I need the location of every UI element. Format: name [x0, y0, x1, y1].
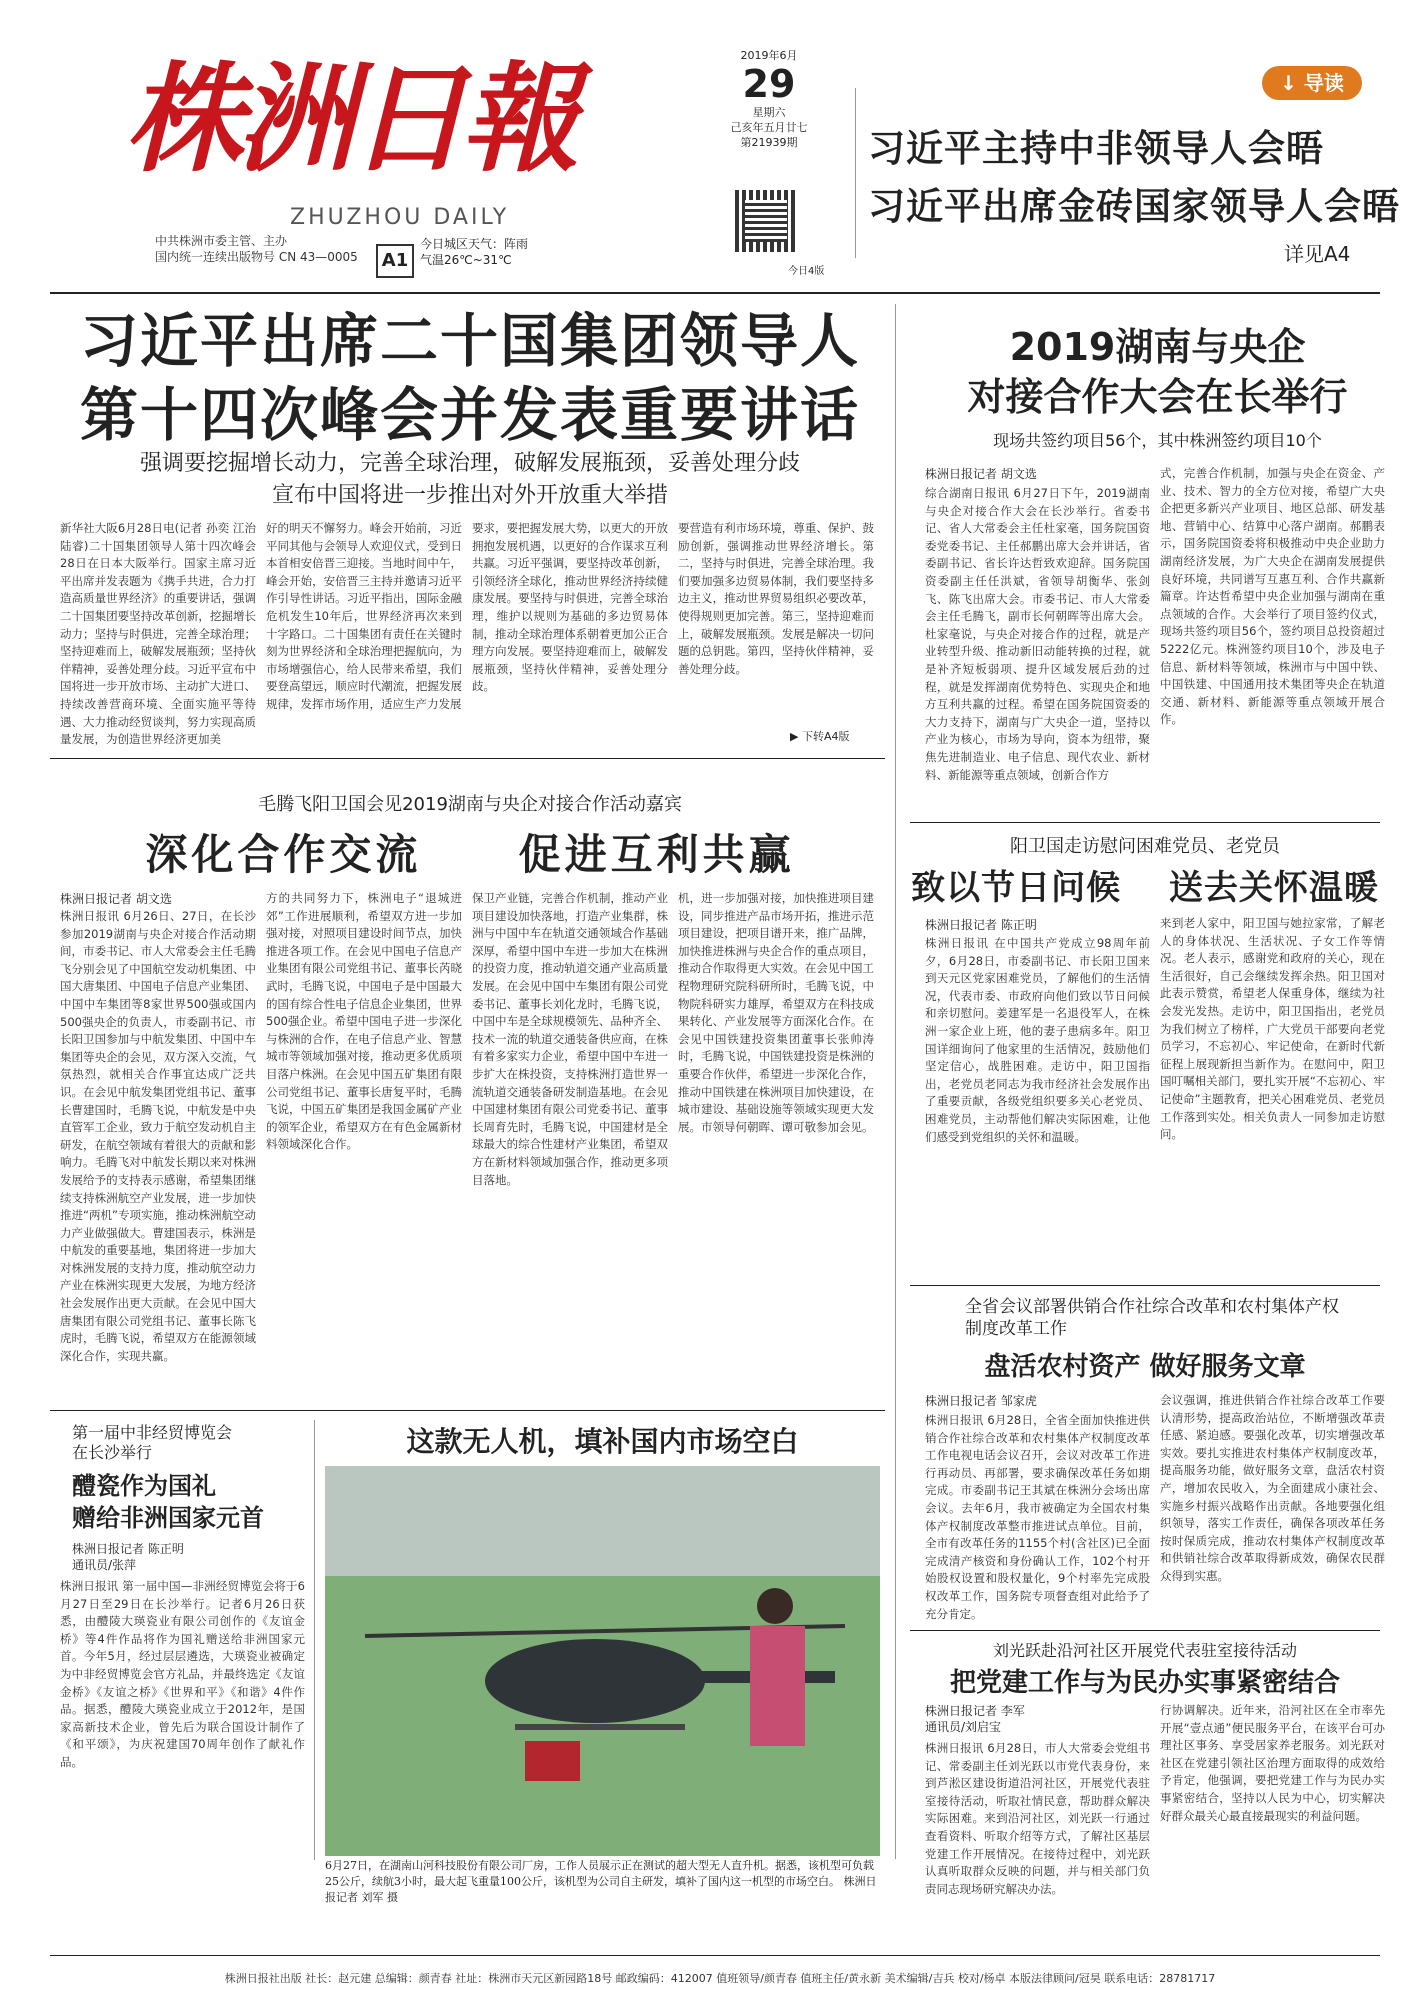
- photographer-head: [757, 1588, 793, 1624]
- lead-subhead: [60, 448, 880, 512]
- drone-photo: [325, 1466, 880, 1856]
- weather-line1: 今日城区天气：阵雨: [420, 237, 529, 251]
- story3-headline-part1: 致以节日问候: [911, 868, 1122, 908]
- section-rule-4: [910, 1630, 1380, 1631]
- masthead-title: 株洲日報: [125, 49, 574, 188]
- lead-headline-line1: 习近平出席二十国集团领导人: [79, 307, 860, 375]
- story7-headline[interactable]: 这款无人机，填补国内市场空白: [406, 1425, 799, 1458]
- section-rule-2: [910, 822, 1380, 823]
- footer-info: 株洲日报社出版 社长：赵元建 总编辑：颜青春 社址：株洲市天元区新园路18号 邮政编码：412007 值班领导/颜青春 值班主任/黄永新 美术编辑/吉兵 校对/杨卓 本版法律顾问/冠昊 联系电话：28781717: [224, 1972, 1216, 1985]
- story5-byline-2: 通讯员/刘启宝: [925, 1720, 1002, 1734]
- story2-col-3: 保卫产业链，完善合作机制，推动产业项目建设加快落地，打造产业集群，株洲与中国中车在轨道交通领域合作基础深厚，希望中国中车进一步加大在株洲的投资力度，推动轨道交通产业高质量发展。在会见中国中车集团有限公司党委书记、董事长刘化龙时，毛腾飞说，中国中车是全球规模领先、品种齐全、技术一流的轨道交通装备供应商，在株有着多家实力企业，希望中国中车进一步扩大在株投资，支持株洲打造世界一流轨道交通装备研发制造基地。在会见中国建材集团有限公司党委书记、董事长周育先时，毛腾飞说，中国建材是全球最大的综合性建材产业集团，希望双方在新材料领域加强合作，推动更多项目落地。: [472, 891, 668, 1187]
- lead-headline-line2: 第十四次峰会并发表重要讲话: [79, 381, 860, 449]
- guide-headline-2[interactable]: 习近平出席金砖国家领导人会晤: [868, 185, 1400, 228]
- story4-kicker: 全省会议部署供销合作社综合改革和农村集体产权制度改革工作: [965, 1297, 1339, 1339]
- footer-rule: [50, 1955, 1380, 1956]
- right-story-byline: 株洲日报记者 胡文选: [925, 467, 1037, 481]
- column-divider: [895, 304, 896, 1859]
- lead-headline[interactable]: [60, 304, 880, 452]
- story4-col-2: 会议强调，推进供销合作社综合改革工作要认清形势，提高政治站位，不断增强改革责任感、紧迫感。要强化改革，切实增强改革实效。要扎实推进农村集体产权制度改革，提高服务功能，做好服务文章，盘活农村资产，增加农民收入，为全面建成小康社会、实施乡村振兴战略作出贡献。各地要强化组织领导，落实工作责任，确保各项改革任务按时保质完成，推动农村集体产权制度改革和供销社综合改革取得新成效，确保农民群众得到实惠。: [1160, 1393, 1385, 1583]
- lead-col-3: 要求，要把握发展大势，以更大的开放拥抱发展机遇，以更好的合作谋求互利共赢。习近平强调，要坚持改革创新，引领经济全球化，推动世界经济持续健康发展。要坚持与时俱进，完善全球治理，维护以规则为基础的多边贸易体制，推动全球治理体系朝着更加公正合理方向发展。要坚持迎难而上，破解发展瓶颈，坚持伙伴精神，妥善处理分歧。: [472, 521, 668, 694]
- date-year-month: 2019年6月: [740, 49, 798, 62]
- story3-col-2: 来到老人家中，阳卫国与她拉家常，了解老人的身体状况、生活状况、子女工作等情况。老人表示，感谢党和政府的关心，现在生活很好，自己会继续发挥余热。阳卫国对此表示赞赏，希望老人保重身体，继续为社会发光发热。走访中，阳卫国指出，老党员为我们树立了榜样，广大党员干部要向老党员学习，不忘初心、牢记使命，在新时代新征程上展现新担当新作为。在慰问中，阳卫国叮嘱相关部门，要扎实开展“不忘初心、牢记使命”主题教育，把关心困难党员、老党员工作落到实处。相关负责人一同参加走访慰问。: [1160, 916, 1385, 1142]
- story7-credit: 株洲日报记者 刘军 摄: [325, 1875, 877, 1904]
- publisher-info: [155, 233, 358, 265]
- pages-today: 今日4版: [788, 266, 825, 277]
- section-rule-1: [50, 758, 885, 759]
- lead-col-2: 好的明天不懈努力。峰会开始前，习近平同其他与会领导人欢迎仪式，受到日本首相安倍晋三迎接。当地时间中午，峰会开始，安倍晋三主持并邀请习近平作引导性讲话。习近平指出，国际金融危机发生10年后，世界经济再次来到十字路口。二十国集团有责任在关键时刻为世界经济和全球治理把握航向，为市场增强信心，给人民带来希望，我们要登高望远，顺应时代潮流，把握发展规律，发挥市场作用，适应生产力发展: [266, 521, 462, 711]
- right-story-col-2: 式，完善合作机制，加强与央企在资金、产业、技术、智力的全方位对接，希望广大央企把更多新兴产业项目、地区总部、研发基地、营销中心、结算中心落户湖南。郝鹏表示，国务院国资委将积极推动中央企业助力湖南经济发展，为广大央企在湖南发展提供良好环境，共同谱写互惠互利、合作共赢新篇章。许达哲希望中央企业加强与湖南在重点领域的合作。大会举行了项目签约仪式，现场共签约项目56个，签约项目总投资超过5222亿元。株洲签约项目10个，涉及电子信息、新材料等领域，株洲市与中国中铁、中国铁建、中国通用技术集团等央企在轨道交通、新材料、新能源等重点领域开展合作。: [1160, 466, 1385, 727]
- masthead-english: ZHUZHOU DAILY: [290, 205, 510, 230]
- page-number: A1: [376, 244, 414, 278]
- story2-col-1: 株洲日报讯 6月26日、27日，在长沙参加2019湖南与央企对接合作活动期间，市委书记、市人大常委会主任毛腾飞分别会见了中国航空发动机集团、中国大唐集团、中国电子信息产业集团、中国中车集团等8家世界500强或国内500强央企的负责人，市委副书记、市长阳卫国参加与中航发集团、中国中车集团等央企的会见，双方深入交流，气氛热烈，就相关合作事宜达成广泛共识。在会见中航发集团党组书记、董事长曹建国时，毛腾飞说，中航发是中央直管军工企业，致力于航空发动机自主研发，在航空领域有着很大的贡献和影响力。毛腾飞对中航发长期以来对株洲发展给予的支持表示感谢，希望集团继续支持株洲航空产业发展，进一步加快推进“两机”专项实施，推动株洲航空动力产业做强做大。曹建国表示，株洲是中航发的重要基地，集团将进一步加大对株洲发展的支持力度，推动航空动力产业在株洲实现更大发展，为地方经济社会发展作出更大贡献。在会见中国大唐集团有限公司党组书记、董事长陈飞虎时，毛腾飞说，希望双方在能源领域深化合作，实现共赢。: [60, 909, 256, 1363]
- lead-continued[interactable]: [790, 728, 850, 744]
- story6-byline-1: 株洲日报记者 陈正明: [72, 1542, 184, 1556]
- right-story-subhead: 现场共签约项目56个，其中株洲签约项目10个: [993, 431, 1322, 450]
- weather-info: [420, 236, 528, 268]
- story6-col-1: 株洲日报讯 第一届中国—非洲经贸博览会将于6月27日至29日在长沙举行。记者6月26日获悉，由醴陵大瑛瓷业有限公司创作的《友谊金桥》等4件作品将作为国礼赠送给非洲国家元首。今年5月，经过层层遴选，大瑛瓷业被确定为中非经贸博览会官方礼品，并最终选定《友谊金桥》《友谊之桥》《世界和平》《和谐》4件作品。据悉，醴陵大瑛瓷业成立于2012年，是国家高新技术企业，曾先后为联合国设计制作了《和平颂》，为庆祝建国70周年创作了献礼作品。: [60, 1579, 305, 1769]
- story2-headline-part1: 深化合作交流: [145, 830, 422, 879]
- photographer-body: [750, 1626, 805, 1746]
- qr-code-icon: [735, 190, 797, 252]
- story3-byline: 株洲日报记者 陈正明: [925, 918, 1037, 932]
- guide-tag-label: 导读: [1303, 71, 1344, 95]
- story5-col-2: 行协调解决。近年来，沿河社区在全市率先开展“壹点通”便民服务平台，在该平台可办理社区事务、享受居家养老服务。刘光跃对社区在党建引领社区治理方面取得的成效给予肯定，他强调，要把党建工作与为民办实事紧密结合，坚持以人民为中心，切实解决好群众最关心最直接最现实的利益问题。: [1160, 1703, 1385, 1823]
- story2-col-2: 方的共同努力下，株洲电子“退城进郊”工作进展顺利，希望双方进一步加强对接，对照项目建设时间节点，加快推进各项工作。在会见中国电子信息产业集团有限公司党组书记、董事长芮晓武时，毛腾飞说，中国电子是中国最大的国有综合性电子信息企业集团，世界500强企业。希望中国电子进一步深化与株洲的合作，在电子信息产业、智慧城市等领域加强对接，推动更多优质项目落户株洲。在会见中国五矿集团有限公司党组书记、董事长唐复平时，毛腾飞说，中国五矿集团是我国金属矿产业的领军企业，希望双方在有色金属新材料领域深化合作。: [266, 891, 462, 1152]
- story6-kicker-1: 第一届中非经贸博览会: [72, 1423, 233, 1442]
- story3-headline-part2: 送去关怀温暖: [1168, 868, 1379, 908]
- story6-headline-1[interactable]: 醴瓷作为国礼: [72, 1472, 216, 1500]
- story4-col-1: 株洲日报讯 6月28日，全省全面加快推进供销合作社综合改革和农村集体产权制度改革工作电视电话会议召开，会议对改革工作进行再动员、再部署，要求确保改革任务如期完成。市委副书记王其斌在株洲分会场出席会议。去年6月，我市被确定为全国农村集体产权制度改革整市推进试点单位。目前，全市有改革任务的1155个村(含社区)已全面完成清产核资和身份确认工作，102个村开始股权设置和股权量化，9个村率先完成股权改革工作，国务院专项督查组对此给予了充分肯定。: [925, 1413, 1150, 1621]
- date-day: 29: [742, 62, 796, 106]
- story2-headline-part2: 促进互利共赢: [518, 830, 795, 879]
- continue-arrow-icon: ▶: [790, 730, 799, 743]
- drone-case: [525, 1741, 580, 1781]
- lunar-date: 己亥年五月廿七: [730, 121, 808, 134]
- right-story-col-1: 综合湖南日报讯 6月27日下午，2019湖南与央企对接合作大会在长沙举行。省委书记、省人大常委会主任杜家毫，国务院国资委党委书记、主任郝鹏出席大会并讲话，省委副书记、省长许达哲致欢迎辞。国务院国资委副主任任洪斌，省领导胡衡华、张剑飞、陈飞出席大会。市委书记、市人大常委会主任毛腾飞，副市长何朝晖等出席大会。杜家毫说，与央企对接合作的过程，就是产业转型升级、推动新旧动能转换的过程，就是补齐短板弱项、提升区域发展后劲的过程，就是发挥湖南优势特色、实现央企和地方互利共赢的过程。希望在国务院国资委的大力支持下，湖南与广大央企一道，坚持以产业为核心，市场为导向，资本为纽带，聚焦先进制造业、电子信息、现代农业、新材料、新能源等重点领域，创新合作方: [925, 486, 1150, 782]
- publisher-line1: 中共株洲市委主管、主办: [155, 234, 288, 248]
- story4-byline: 株洲日报记者 邹家虎: [925, 1394, 1037, 1408]
- story7-caption-text: 6月27日，在湖南山河科技股份有限公司厂房，工作人员展示正在测试的超大型无人直升机。据悉，该机型可负载25公斤，续航3小时，最大起飞重量100公斤，该机型为公司自主研发，填补了国内这一机型的市场空白。: [325, 1859, 874, 1888]
- right-headline-line2: 对接合作大会在长举行: [967, 375, 1348, 419]
- issue-number: 第21939期: [740, 136, 798, 149]
- drone-illustration: [325, 1466, 880, 1856]
- date-box: [728, 48, 810, 150]
- photo-wall: [325, 1466, 880, 1576]
- story6-headline-2[interactable]: 赠给非洲国家元首: [72, 1504, 264, 1532]
- story3-headline[interactable]: [910, 860, 1380, 909]
- story6-byline-2: 通讯员/张萍: [72, 1558, 137, 1572]
- lead-subhead-line2: 宣布中国将进一步推出对外开放重大举措: [271, 483, 668, 508]
- story3-kicker: 阳卫国走访慰问困难党员、老党员: [1010, 836, 1280, 857]
- story5-col-1: 株洲日报讯 6月28日，市人大常委会党组书记、常委副主任刘光跃以市党代表身份，来到芦淞区建设街道沿河社区，开展党代表驻室接待活动，听取社情民意，帮助群众解决实际困难。来到沿河社区，刘光跃一行通过查看资料、听取介绍等方式，了解社区基层党建工作开展情况。在接待过程中，刘光跃认真听取群众反映的问题，并与相关部门负责同志现场研究解决办法。: [925, 1741, 1150, 1896]
- guide-arrow-icon: ↓: [1280, 71, 1297, 95]
- right-story-headline[interactable]: [925, 322, 1390, 422]
- weekday: 星期六: [752, 106, 786, 119]
- section-rule-5: [50, 1410, 885, 1411]
- drone-body: [485, 1639, 705, 1723]
- story2-byline: 株洲日报记者 胡文选: [60, 892, 172, 906]
- masthead-rule: [50, 292, 1380, 294]
- lead-subhead-line1: 强调要挖掘增长动力，完善全球治理，破解发展瓶颈，妥善处理分歧: [139, 451, 800, 476]
- publisher-line2: 国内统一连续出版物号 CN 43—0005: [155, 250, 358, 264]
- lead-col-4: 要营造有利市场环境，尊重、保护、鼓励创新，强调推动世界经济增长。第二，坚持与时俱进，完善全球治理。我们要加强多边贸易体制，我们要坚持多边主义，推动世界贸易组织必要改革，使得规则更加完善。第三，坚持迎难而上，破解发展瓶颈。发展是解决一切问题的总钥匙。第四，坚持伙伴精神，妥善处理分歧。: [678, 521, 874, 676]
- story6-divider: [314, 1420, 315, 1860]
- story2-kicker: 毛腾飞阳卫国会见2019湖南与央企对接合作活动嘉宾: [258, 794, 682, 815]
- story2-col-4: 机，进一步加强对接，加快推进项目建设，同步推进产品市场开拓，推进示范项目建设，把项目谱开来，推广品牌，加快推进株洲与央企合作的重点项目，推动合作取得更大实效。在会见中国工程物理研究院科研所时，毛腾飞说，中物院科研实力雄厚，希望双方在科技成果转化、产业发展等方面深化合作。在会见中国铁建投资集团董事长张帅涛时，毛腾飞说，中国铁建投资是株洲的重要合作伙伴，希望进一步深化合作，推动中国铁建在株洲项目加快建设，在城市建设、基础设施等领域实现更大发展。市领导何朝晖、谭可敬参加会见。: [678, 891, 874, 1134]
- right-headline-line1: 2019湖南与央企: [1009, 325, 1306, 369]
- story6-kicker-2: 在长沙举行: [72, 1443, 153, 1462]
- story3-col-1: 株洲日报讯 在中国共产党成立98周年前夕，6月28日，市委副书记、市长阳卫国来到天元区党家困难党员，了解他们的生活情况，代表市委、市政府向他们致以节日问候和亲切慰问。姜建军是一名退役军人，在株洲一家企业上班，他的妻子患病多年。阳卫国详细询问了他家里的生活情况，鼓励他们坚定信心，战胜困难。走访中，阳卫国指出，老党员老同志为我市经济社会发展作出了重要贡献，各级党组织要多关心老党员、困难党员，主动帮他们解决实际困难，让他们感受到党组织的关怀和温暖。: [925, 936, 1150, 1144]
- story4-headline[interactable]: 盘活农村资产 做好服务文章: [984, 1352, 1306, 1382]
- lead-continued-label: 下转A4版: [801, 730, 850, 743]
- story5-headline[interactable]: 把党建工作与为民办实事紧密结合: [949, 1668, 1340, 1698]
- story2-headline[interactable]: [60, 822, 880, 882]
- section-rule-3: [910, 1285, 1380, 1286]
- story5-byline-1: 株洲日报记者 李军: [925, 1704, 1025, 1718]
- story5-kicker: 刘光跃赴沿河社区开展党代表驻室接待活动: [992, 1641, 1297, 1660]
- guide-headline-1[interactable]: 习近平主持中非领导人会晤: [868, 127, 1324, 170]
- guide-tag: [1262, 66, 1362, 100]
- guide-box: [855, 88, 1376, 258]
- drone-skid: [515, 1724, 685, 1730]
- weather-line2: 气温26℃~31℃: [420, 253, 512, 267]
- lead-col-1: 新华社大阪6月28日电(记者 孙奕 江治 陆睿)二十国集团领导人第十四次峰会28日在日本大阪举行。国家主席习近平出席并发表题为《携手共进，合力打造高质量世界经济》的重要讲话，强调二十国集团要坚持改革创新，挖掘增长动力；坚持与时俱进，完善全球治理；坚持迎难而上，破解发展瓶颈；坚持伙伴精神，妥善处理分歧。习近平宣布中国将进一步开放市场、主动扩大进口、持续改善营商环境、全面实施平等待遇、大力推动经贸谈判，努力实现高质量发展，为创造世界经济更加美: [60, 521, 256, 747]
- story7-caption: [325, 1858, 880, 1906]
- guide-see-page[interactable]: 详见A4: [1284, 242, 1351, 266]
